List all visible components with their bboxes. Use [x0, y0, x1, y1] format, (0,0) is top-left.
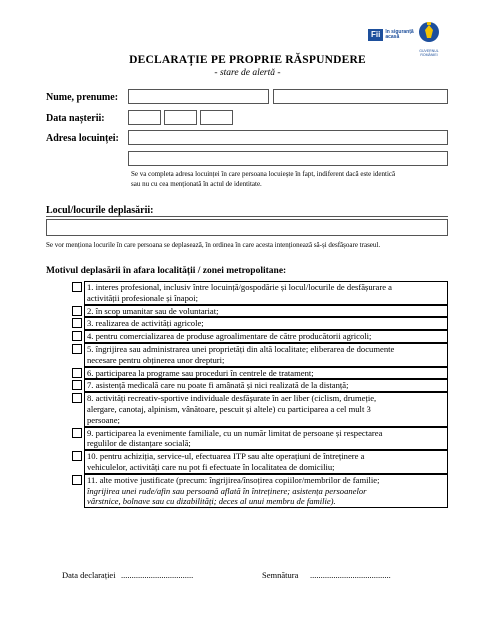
birth-date-label: Data nașterii: — [46, 113, 105, 124]
reason-checkbox-7[interactable] — [72, 380, 82, 390]
address-note-line1: Se va completa adresa locuinței în care persoana locuiește în fapt, indiferent dacă este identică — [131, 170, 396, 178]
government-logo — [410, 20, 448, 57]
reason-item-8-line-1: 8. activități recreativ-sportive individuale desfășurate în aer liber (ciclism, drumeție, — [87, 393, 377, 404]
name-label: Nume, prenume: — [46, 92, 119, 103]
places-divider — [46, 216, 448, 217]
reason-item-4-line-1: 4. pentru comercializarea de produse agroalimentare de către producătorii agricoli; — [87, 331, 372, 342]
fii-logo-line2: acasă — [385, 34, 400, 40]
gov-logo-line1: GUVERNUL — [419, 49, 439, 53]
reason-item-3-line-1: 3. realizarea de activități agricole; — [87, 318, 204, 329]
reason-checkbox-5[interactable] — [72, 344, 82, 354]
reason-item-5-line-1: 5. îngrijirea sau administrarea unei proprietăți din altă localitate; eliberarea de documente — [87, 344, 395, 354]
fii-logo-line1: în siguranță — [385, 29, 414, 35]
reason-checkbox-1[interactable] — [72, 282, 82, 292]
reasons-title: Motivul deplasării în afara localității / zonei metropolitane: — [46, 266, 287, 276]
reason-item-10-line-2: vehiculelor, activități care nu pot fi efectuate în localitatea de domiciliu; — [87, 462, 335, 472]
reason-item-11-line-3: vârstnice, bolnave sau cu dizabilități; deces al unui membru de familie). — [87, 496, 336, 507]
page-subtitle: - stare de alertă - — [214, 68, 281, 78]
reason-item-11-line-2: îngrijirea unei rude/afin sau persoană aflată în întreținere; asistența persoanelor — [87, 485, 367, 496]
reason-item-1-line-2: activității profesionale și înapoi; — [87, 292, 198, 303]
reason-item-10-line-1: 10. pentru achiziția, service-ul, efectuarea ITP sau alte operațiuni de întreținere a — [87, 451, 365, 462]
birth-month-field[interactable] — [164, 110, 197, 125]
address-note-line2: sau nu cu cea menționată în actul de identitate. — [131, 180, 262, 188]
reason-item-7-line-1: 7. asistență medicală care nu poate fi amânată și nici realizată de la distanță; — [87, 380, 349, 391]
reason-item-5-line-2: necesare pentru obținerea unor drepturi; — [87, 354, 225, 365]
reason-checkbox-10[interactable] — [72, 451, 82, 461]
places-field[interactable] — [46, 219, 448, 236]
reason-item-1-line-1: 1. interes profesional, inclusiv între locuință/gospodărie și locul/locurile de desfășurare a — [87, 282, 392, 292]
reason-item-9-line-2: regulilor de distanțare socială; — [87, 438, 191, 449]
page-title: DECLARAȚIE PE PROPRIE RĂSPUNDERE — [129, 54, 366, 66]
reason-item-8-line-3: persoane; — [87, 414, 120, 425]
last-name-field[interactable] — [128, 89, 269, 104]
reason-checkbox-8[interactable] — [72, 393, 82, 403]
reason-checkbox-3[interactable] — [72, 318, 82, 328]
reason-item-9-line-1: 9. participarea la evenimente familiale, cu un număr limitat de persoane și respectarea — [87, 427, 383, 438]
reason-checkbox-9[interactable] — [72, 428, 82, 438]
signature-field[interactable]: ...................................... — [310, 570, 391, 580]
address-field-line2[interactable] — [128, 151, 448, 166]
reason-checkbox-4[interactable] — [72, 331, 82, 341]
reason-checkbox-2[interactable] — [72, 306, 82, 316]
first-name-field[interactable] — [273, 89, 448, 104]
birth-year-field[interactable] — [200, 110, 233, 125]
gov-logo-line2: ROMÂNIEI — [420, 53, 438, 57]
reason-item-2-line-1: 2. în scop umanitar sau de voluntariat; — [87, 305, 219, 316]
reason-checkbox-11[interactable] — [72, 475, 82, 485]
signature-label: Semnătura — [262, 570, 299, 580]
places-label: Locul/locurile deplasării: — [46, 205, 154, 216]
address-label: Adresa locuinței: — [46, 133, 119, 144]
address-field-line1[interactable] — [128, 130, 448, 145]
birth-day-field[interactable] — [128, 110, 161, 125]
coat-of-arms-icon — [410, 20, 448, 44]
reason-item-6-line-1: 6. participarea la programe sau proceduri în centrele de tratament; — [87, 367, 314, 378]
places-note: Se vor menționa locurile în care persoana se deplasează, în ordinea în care acesta intenționează să-și desfășoare traseul. — [46, 241, 381, 249]
reason-item-11-line-1: 11. alte motive justificate (precum: îngrijirea/însoțirea copiilor/membrilor de familie; — [87, 474, 380, 485]
reason-item-8-line-2: alergare, canotaj, alpinism, vânătoare, pescuit și altele) cu participarea a cel mult 3 — [87, 404, 371, 414]
declaration-date-label: Data declarației — [62, 570, 116, 580]
declaration-date-field[interactable]: .................................. — [121, 570, 194, 580]
reason-checkbox-6[interactable] — [72, 368, 82, 378]
fii-logo-box: Fii — [368, 29, 383, 41]
